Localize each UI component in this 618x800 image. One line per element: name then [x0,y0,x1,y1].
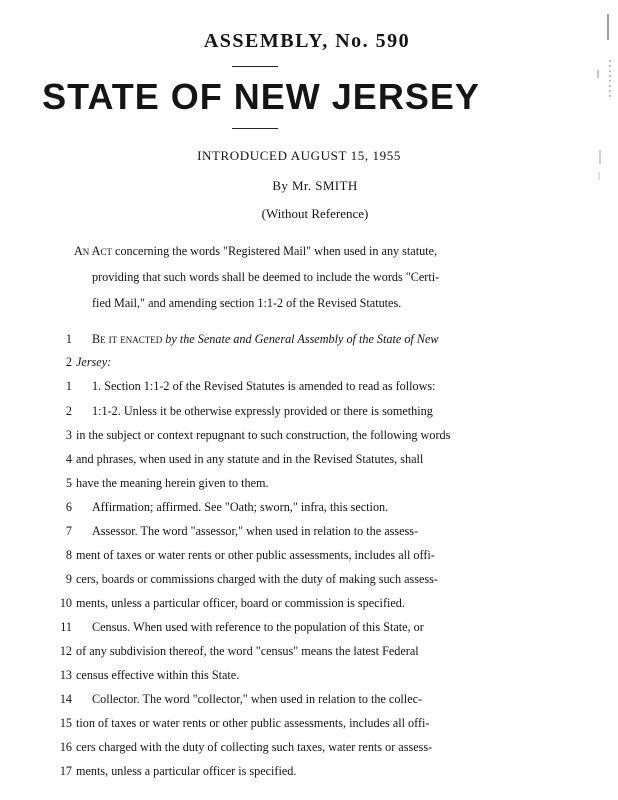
statute-line: of any subdivision thereof, the word "census" means the latest Federal [76,644,419,658]
line-number: 2 [65,404,72,418]
line-number: 12 [59,644,72,658]
line-number: 9 [65,572,72,586]
statute-line: 1. Section 1:1-2 of the Revised Statutes is amended to read as follows: [92,379,436,393]
line-number: 17 [59,764,72,778]
introduced-date: INTRODUCED AUGUST 15, 1955 [197,148,401,163]
act-lead: An Act [74,244,112,258]
statute-line: tion of taxes or water rents or other public assessments, includes all offi- [76,716,430,730]
enacting-clause [92,332,439,347]
assembly-number: ASSEMBLY, No. 590 [203,30,411,52]
statute-line: ments, unless a particular officer is specified. [76,764,297,778]
line-number: 10 [59,596,72,610]
line-number: 14 [59,692,72,706]
sponsor: By Mr. SMITH [272,178,358,193]
statute-line: ments, unless a particular officer, board or commission is specified. [76,596,405,610]
line-number: 15 [59,716,72,730]
line-number: 1 [65,379,72,393]
statute-line: ment of taxes or water rents or other public assessments, includes all offi- [76,548,435,562]
statute-line: and phrases, when used in any statute and in the Revised Statutes, shall [76,452,424,466]
statute-line: Affirmation; affirmed. See "Oath; sworn," infra, this section. [92,500,389,514]
enacting-text: by the Senate and General Assembly of the State of New [165,332,439,346]
reference-note: (Without Reference) [261,206,369,221]
header-rule-bottom [232,128,278,129]
statute-line: Census. When used with reference to the population of this State, or [92,620,424,634]
statute-line: census effective within this State. [76,668,240,682]
line-number: 13 [59,668,72,682]
act-title-line-1 [74,244,437,259]
statute-line: cers, boards or commissions charged with the duty of making such assess- [76,572,438,586]
line-number: 16 [59,740,72,754]
enacting-clause-cont: Jersey: [76,355,112,369]
act-title-line-3: fied Mail," and amending section 1:1-2 of the Revised Statutes. [92,296,402,310]
line-number: 7 [65,524,72,538]
act-title-text-1: concerning the words "Registered Mail" when used in any statute, [115,244,438,258]
line-number: 4 [65,452,72,466]
line-number: 11 [60,620,72,634]
statute-line: in the subject or context repugnant to such construction, the following words [76,428,451,442]
state-title: STATE OF NEW JERSEY [42,76,480,117]
statute-line: 1:1-2. Unless it be otherwise expressly provided or there is something [92,404,433,418]
scan-margin-marks [596,0,618,800]
line-number: 1 [65,332,72,346]
line-number: 3 [65,428,72,442]
line-number: 2 [65,355,72,369]
line-number: 6 [65,500,72,514]
header-rule-top [232,66,278,67]
statute-line: have the meaning herein given to them. [76,476,269,490]
statute-line: cers charged with the duty of collecting such taxes, water rents or assess- [76,740,433,754]
enacting-lead: Be it enacted [92,332,163,346]
line-number: 5 [65,476,72,490]
act-title-line-2: providing that such words shall be deemed to include the words "Certi- [92,270,440,284]
statute-line: Collector. The word "collector," when used in relation to the collec- [92,692,423,706]
line-number: 8 [65,548,72,562]
statute-line: Assessor. The word "assessor," when used in relation to the assess- [92,524,419,538]
